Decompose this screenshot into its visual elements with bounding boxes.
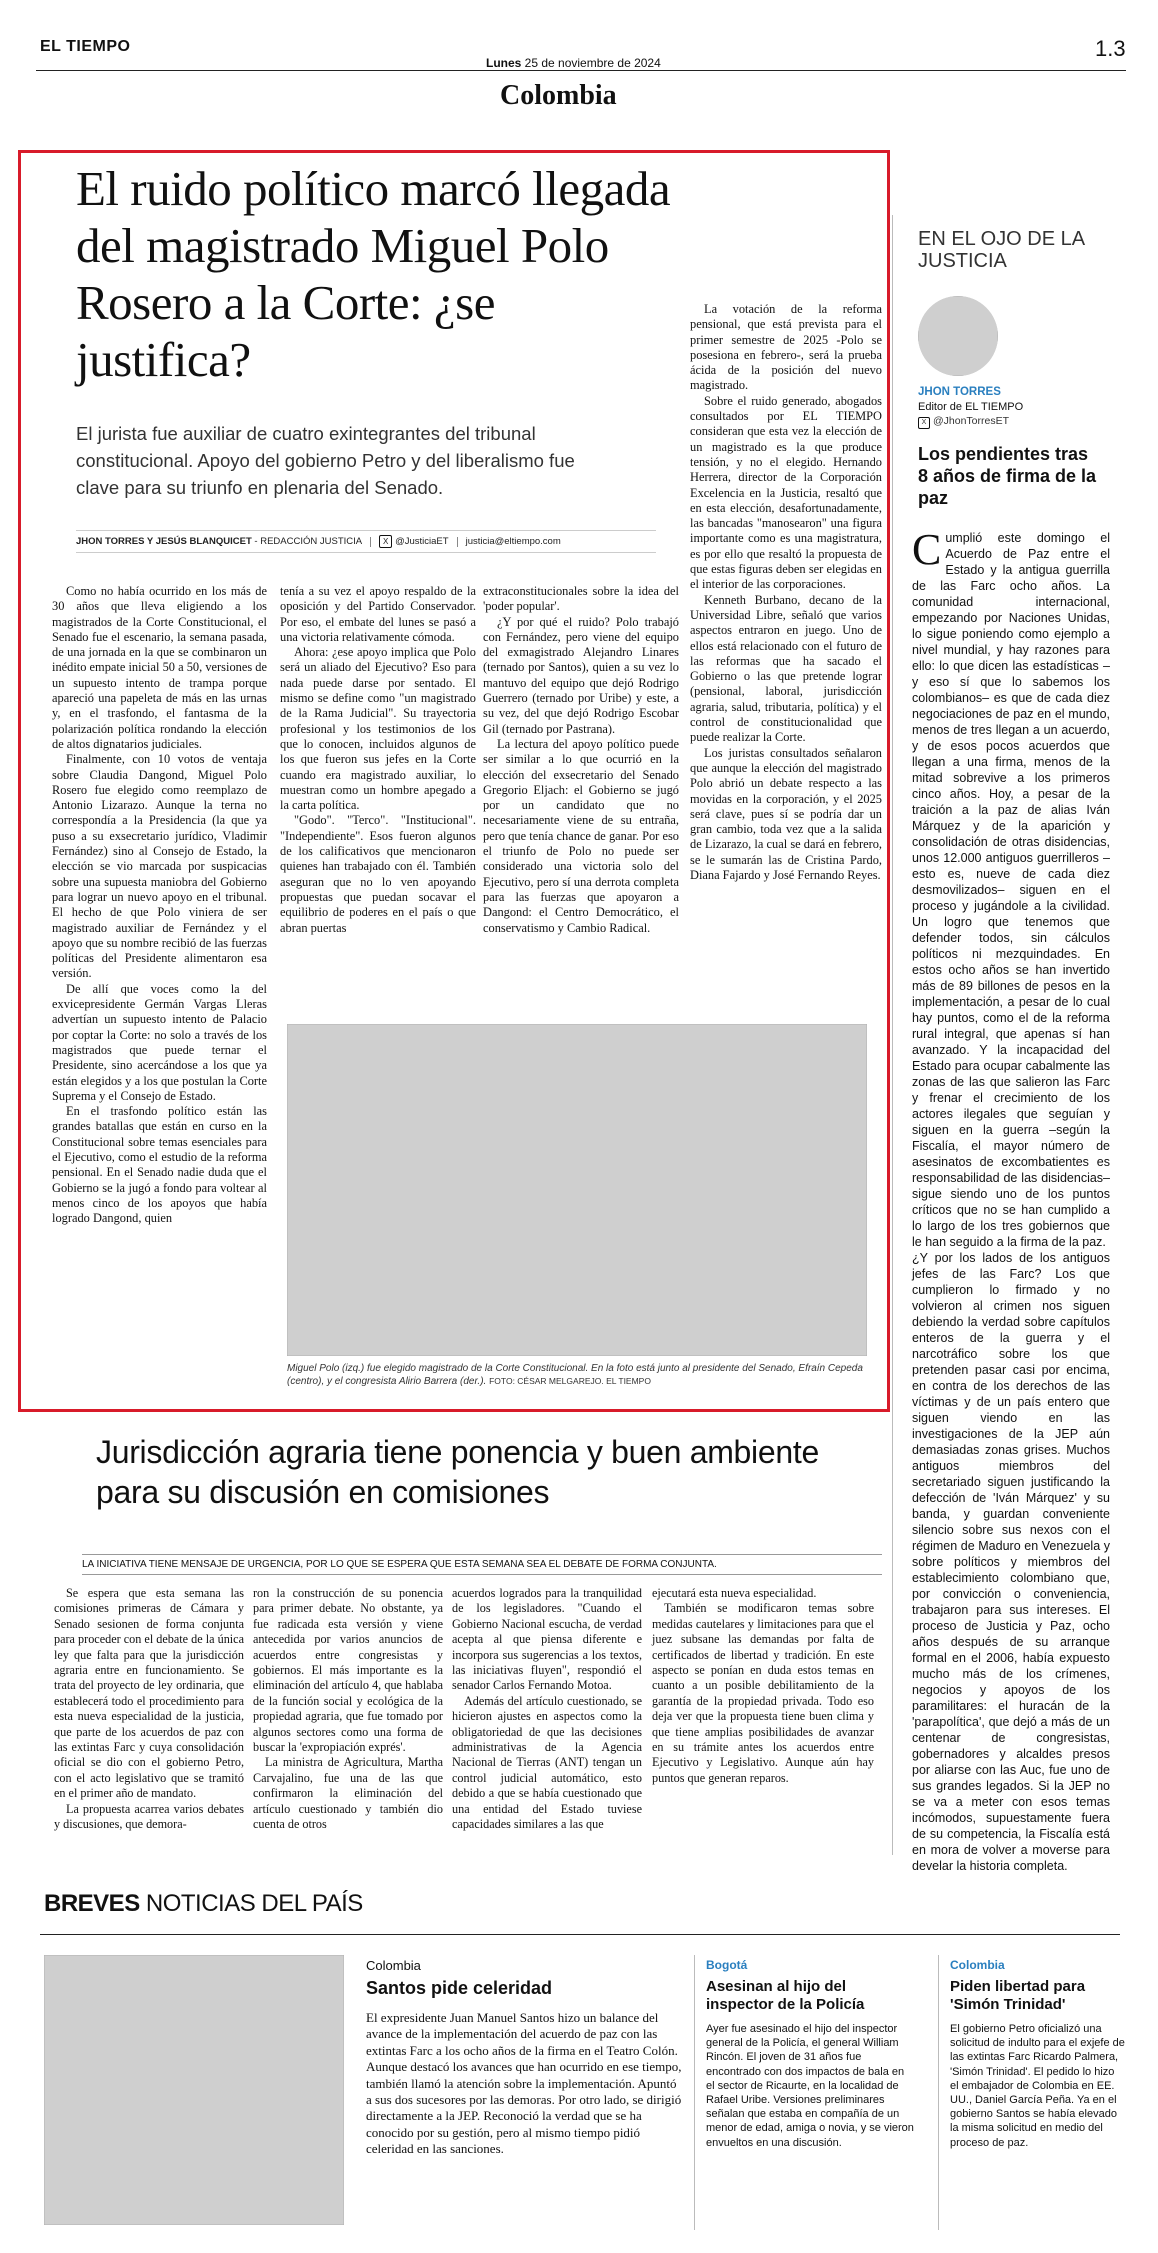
column-author-role: Editor de EL TIEMPO [918,401,1024,413]
photo-caption [287,1362,872,1388]
byline-separator [457,537,458,547]
second-headline: Jurisdicción agraria tiene ponencia y buen ambiente para su discusión en comisiones [96,1434,819,1510]
drop-cap: C [912,525,942,574]
paragraph: ron la construcción de su ponencia para primer debate. No obstante, ya fue radicada esta versión y viene antecedida por varios anuncios de acuerdos entre congresistas y gobiernos. El más importante es la eliminación del artículo 4, que hablaba de la función social y ecológica de la propiedad agraria, que fue tomado por algunos sectores como una forma de buscar la 'expropiación exprés'. [253,1586,443,1755]
second-column-1 [54,1586,244,1833]
paragraph: Ahora: ¿ese apoyo implica que Polo será un aliado del Ejecutivo? Eso para nada puede darse por sentado. El mismo se define como "un magistrado de la Rama Judicial". Su trayectoria profesional y los testimonios de los que lo conocen, incluidos algunos de los que fueron sus jefes en la Corte cuando era magistrado auxiliar, lo muestran como un hombre apegado a la carta política. [280,645,476,813]
paragraph: ejecutará esta nueva especialidad. [652,1586,817,1600]
edition-date [486,56,661,70]
paragraph: Como no había ocurrido en los más de 30 años que lleva eligiendo a los magistrados de la Corte Constitucional, el Senado fue el escenario, la semana pasada, de una jornada en la que se combinaron un inédito empate inicial 50 a 50, versiones de un supuesto intento de trampa porque apareció una papeleta de más en las urnas y, en el trasfondo, el fantasma de la polarización política rondando la elección de altos dignatarios judiciales. [52,584,267,751]
photo-credit: FOTO: CÉSAR MELGAREJO. EL TIEMPO [489,1376,651,1386]
lead-dek: El jurista fue auxiliar de cuatro exintegrantes del tribunal constitucional. Apoyo del gobierno Petro y del liberalismo fue clave para su triunfo en plenaria del Senado. [76,423,575,498]
author-avatar [918,296,998,376]
paragraph [912,525,1110,1250]
brief-separator [694,1955,695,2230]
second-column-2 [253,1586,443,1833]
author-portrait [918,296,998,376]
second-column-4 [652,1586,874,1786]
paragraph-text: umplió este domingo el Acuerdo de Paz entre el Estado y la antigua guerrilla de las Farc ocho años. La comunidad internacional, empezando por Naciones Unidas, lo sigue poniendo como ejemplo a nivel mundial, y hay razones para ello: lo que dicen las estadísticas –y eso sí que lo sabemos los colombianos– es que de cada diez negociaciones de paz en el mundo, menos de tres llegan a un acuerdo, y de esos pocos acuerdos que llegan a una firma, menos de la mitad sobrevive a los primeros cinco años. Hoy, a pesar de la traición a la paz de alias Iván Márquez y de la aparición y consolidación de otras disidencias, unos 12.000 antiguos guerrilleros –esto es, nueve de cada diez desmovilizados– siguen en el proceso y jugándole a la civilidad. Un logro que tenemos que defender todos, sin cálculos políticos ni mezquindades. En estos ocho años se han invertido más de 89 billones de pesos en la implementación, a pesar de lo cual hay puntos, como el de la reforma rural integral, que apenas sí han avanzado. Y la incapacidad del Estado para ocupar cabalmente las zonas de las que salieron las Farc y frenar el crecimiento de los actores ilegales que seguían y siguen en la guerra –según la Fiscalía, el mayor número de asesinatos de excombatientes es responsabilidad de las disidencias– sigue siendo uno de los puntos críticos que no se han cumplido a lo largo de los tres gobiernos que le han seguido a la firma de la paz. [912,531,1110,1249]
paragraph: "Godo". "Terco". "Institucional". "Independiente". Esos fueron algunos de los calificativos que mencionaron quienes han trabajado con él. También aseguran que no lo ven apoyando propuestas que puedan socavar el equilibrio de poderes en el país o que abran puertas [280,813,476,935]
paragraph: También se modificaron temas sobre medidas cautelares y limitaciones para que el juez subsane las demandas por falta de certificados de libertad y tradición. En este aspecto se ponían en duda estos temas en cuanto a un posible debilitamiento de la garantía de la propiedad privada. Todo eso deja ver que la propuesta tiene buen clima y que tiene amplias posibilidades de avanzar en su trámite antes los acuerdos entre Ejecutivo y Legislativo. Aunque aún hay puntos que generan reparos. [652,1601,874,1785]
brief-main-title: Santos pide celeridad [366,1978,553,1998]
lead-column-3 [483,584,679,936]
paragraph: La lectura del apoyo político puede ser similar a lo que ocurrió en la elección del exsecretario del Senado Gregorio Eljach: el Gobierno se jugó por un candidato que no necesariamente viene de su entraña, pero que tenía chance de ganar. Por eso el triunfo de Polo no puede ser considerado una victoria solo del Ejecutivo, pero sí una derrota completa para las fuerzas que apoyaron a Dangond: el Centro Democrático, el conservatismo y Cambio Radical. [483,736,679,935]
brief-section: Colombia [950,1958,1005,1972]
senate-photo [287,1024,867,1356]
byline-separator [370,537,371,547]
brief-section: Bogotá [706,1958,748,1972]
paragraph: Finalmente, con 10 votos de ventaja sobre Claudia Dangond, Miguel Polo Rosero fue elegido como reemplazo de Antonio Lizarazo. Aunque la terna no correspondía a la Presidencia (la que ya puso a su exsecretario jurídico, Vladimir Fernández) sino al Consejo de Estado, la elección se vio marcada por suspicacias sobre una supuesta maniobra del Gobierno para lograr un nuevo apoyo en el tribunal. El hecho de que Polo viniera de ser magistrado auxiliar de Fernández y el apoyo que su nombre recibió de las fuerzas políticas del Presidente alimentaron esa versión. [52,752,267,981]
second-column-3 [452,1586,642,1833]
paragraph: En el trasfondo político están las grandes batallas que están en curso en la Constitucional sobre temas esenciales para el Ejecutivo, como el estudio de la reforma pensional. En el Senado nadie duda que el Gobierno se la jugó a fondo para voltear al menos cinco de los apoyos que había logrado Dangond, quien [52,1104,267,1226]
brief-title: Piden libertad para 'Simón Trinidad' [950,1978,1086,2013]
column-author: JHON TORRES [918,386,1001,398]
brief-main-section: Colombia [366,1958,421,1973]
byline-handle: @JusticiaET [395,536,449,548]
brief-separator [938,1955,939,2230]
paragraph: La votación de la reforma pensional, que está prevista para el primer semestre de 2025 -Polo se posesiona en febrero-, será la prueba ácida de la posición del nuevo magistrado. [690,302,882,393]
lead-column-2 [280,584,476,936]
brief-title: Asesinan al hijo del inspector de la Policía [706,1978,865,2013]
column-author-handle [918,415,1009,429]
santos-photo-illustration [44,1955,344,2225]
page-number: 1.3 [1095,36,1126,61]
breves-label-rest: NOTICIAS DEL PAÍS [139,1890,363,1917]
column-headline: Los pendientes tras 8 años de firma de la paz [918,444,1097,508]
brief-main-body: El expresidente Juan Manuel Santos hizo un balance del avance de la implementación del acuerdo de paz con las extintas Farc a los ocho años de la firma en el Teatro Colón. Aunque destacó los avances que han ocurrido en ese tiempo, también llamó la atención sobre la implementación. Apuntó a sus dos sucesores por las demoras. Por otro lado, se dirigió directamente a la JEP. Reconoció la verdad que se ha conocido por su gestión, pero al mismo tiempo pidió celeridad en las sanciones. [366,2010,682,2157]
paragraph: La ministra de Agricultura, Martha Carvajalino, fue una de las que confirmaron la eliminación del artículo cuestionado y también dio cuenta de otros [253,1755,443,1832]
byline-desk: - REDACCIÓN JUSTICIA [251,536,363,548]
column-divider [892,215,893,1855]
breves-header [44,1890,363,1918]
x-logo-icon: X [918,417,930,429]
lead-headline: El ruido político marcó llegada del magistrado Miguel Polo Rosero a la Corte: ¿se justifica? [76,161,671,387]
senate-photo-illustration [287,1024,867,1356]
breves-label-bold: BREVES [44,1890,140,1917]
paragraph: Los juristas consultados señalaron que aunque la elección del magistrado Polo abrió un debate respecto a las movidas en la corporación, y el 2025 será clave, pues sí se podría dar un gran cambio, toda vez que a la salida de Lizarazo, la cual se dará en febrero, se le sumarán las de Cristina Pardo, Diana Fajardo y José Fernando Reyes. [690,745,882,882]
column-body [912,525,1110,1874]
brief-body: El gobierno Petro oficializó una solicitud de indulto para el exjefe de las extintas Farc Ricardo Palmera, 'Simón Trinidad'. El pedido lo hizo el embajador de Colombia en EE. UU., Daniel García Peña. Ya en el gobierno Santos se había elevado la misma solicitud en medio del proceso de paz. [950,2023,1125,2149]
paragraph: extraconstitucionales sobre la idea del 'poder popular'. [483,584,679,614]
paragraph: acuerdos logrados para la tranquilidad de los legisladores. "Cuando el Gobierno Nacional escucha, de verdad acepta al que piensa diferente e incorpora sus sugerencias a los textos, las iniciativas fluyen", respondió el senador Carlos Fernando Motoa. [452,1586,642,1693]
caption-text: Miguel Polo (izq.) fue elegido magistrado de la Corte Constitucional. En la foto está junto al presidente del Senado, Efraín Cepeda (centro), y el congresista Alirio Barrera (der.). [287,1363,863,1387]
paragraph: ¿Y por qué el ruido? Polo trabajó con Fernández, pero viene del equipo del exmagistrado Alejandro Linares (ternado por Santos), quien a su vez lo mantuvo del equipo que dejó Rodrigo Guerrero (ternado por Uribe) y este, a su vez, del que dejó Rodrigo Escobar Gil (ternado por Pastrana). [483,614,679,736]
masthead-divider [36,70,1126,71]
second-dek: LA INICIATIVA TIENE MENSAJE DE URGENCIA, POR LO QUE SE ESPERA QUE ESTA SEMANA SEA EL DEBATE DE FORMA CONJUNTA. [82,1554,882,1575]
byline-authors: JHON TORRES Y JESÚS BLANQUICET [76,536,252,548]
paragraph: La propuesta acarrea varios debates y discusiones, que demora- [54,1801,244,1832]
column-kicker: EN EL OJO DE LA JUSTICIA [918,228,1084,272]
brief-body: Ayer fue asesinado el hijo del inspector general de la Policía, el general William Rincón. El joven de 31 años fue encontrado con dos impactos de bala en el sector de Ricaurte, en la localidad de Rafael Uribe. Versiones preliminares señalan que estaba en compañía de un menor de edad, amiga o novia, y se vieron envueltos en una discusión. [706,2023,914,2149]
handle-text: @JhonTorresET [933,415,1010,427]
edition-day: Lunes [486,56,522,70]
paragraph: tenía a su vez el apoyo respaldo de la oposición y del Partido Conservador. Por eso, el embate del lunes se pasó a una victoria relativamente cómoda. [280,584,476,644]
paragraph: Sobre el ruido generado, abogados consultados por EL TIEMPO consideran que esta vez la elección de un magistrado es la que produce tensión, y no el elegido. Hernando Herrera, director de la Corporación Excelencia en la Justicia, resaltó que en esta elección, desafortunadamente, las bancadas "manosearon" una figura importante como es una magistratura, es por ello que resaltó la propuesta de que estas figuras deben ser elegidas en el interior de las corporaciones. [690,393,882,592]
santos-photo [44,1955,344,2225]
breves-divider [40,1934,1120,1935]
lead-column-1 [52,584,267,1226]
lead-column-4 [690,302,882,883]
paragraph: ¿Y por los lados de los antiguos jefes de las Farc? Los que cumplieron lo firmado y no volvieron al crimen nos siguen debiendo la verdad sobre capítulos enteros de la guerra y el narcotráfico sobre los que pretenden pasar casi por encima, en contra de los derechos de las víctimas y de un país entero que siguen viendo en las investigaciones de la JEP aún demasiadas zonas grises. Muchos antiguos miembros del secretariado siguen justificando la defección de 'Iván Márquez' y su banda, y guardan conveniente silencio sobre sus nexos con el régimen de Maduro en Venezuela y sobre políticos y miembros del establecimiento colombiano que, por convicción o conveniencia, trabajaron para sus intereses. El proceso de Justicia y Paz, ocho años después de su arranque formal en el 2006, había expuesto mucho más de los crímenes, negocios y apoyos de los paramilitares: el huracán de la 'parapolítica', que dejó a más de un centenar de congresistas, gobernadores y alcaldes presos por aliarse con las Auc, fue uno de sus grandes legados. Si la JEP no se va a meter con esos temas incómodos, supuestamente fuera de su competencia, la Fiscalía está en mora de volver a moverse para develar la historia completa. [912,1251,1110,1873]
byline-email: justicia@eltiempo.com [465,536,561,548]
paragraph: Se espera que esta semana las comisiones primeras de Cámara y Senado sesionen de forma conjunta para proceder con el debate de la única ley que falta para que la jurisdicción agraria entre en funcionamiento. Se trata del proyecto de ley ordinaria, que establecerá todo el procedimiento para esta nueva especialidad de la justicia, que parte de los acuerdos de paz con las extintas Farc y cuya consolidación oficial se dio con el gobierno Petro, con el acto legislativo que se tramitó en el primer año de mandato. [54,1586,244,1801]
section-title: Colombia [500,80,617,111]
lead-byline [76,530,656,553]
newspaper-logo: EL TIEMPO [40,38,131,55]
paragraph: De allí que voces como la del exvicepresidente Germán Vargas Lleras advertían un supuesto intento de Palacio por coptar la Corte: no solo a través de los magistrados que puede ternar el Presidente, sino acercándose a los que ya están elegidos y a los que postulan la Corte Suprema y el Consejo de Estado. [52,981,267,1103]
x-logo-icon: X [379,535,392,548]
paragraph: Kenneth Burbano, decano de la Universidad Libre, señaló que varios aspectos entraron en juego. Uno de ellos está relacionado con el futuro de las reformas que ha sacado el Gobierno o las que pretende lograr (pensional, laboral, jurisdicción agraria, salud, tributaria, política) y el control de constitucionalidad que puede realizar la Corte. [690,592,882,745]
edition-date-rest: 25 de noviembre de 2024 [521,56,661,70]
paragraph: Además del artículo cuestionado, se hicieron ajustes en aspectos como la obligatoriedad de que las decisiones administrativas de la Agencia Nacional de Tierras (ANT) tengan un control judicial automático, esto debido a que se había cuestionado que una entidad del Estado tuviese capacidades similares a las que [452,1693,642,1832]
